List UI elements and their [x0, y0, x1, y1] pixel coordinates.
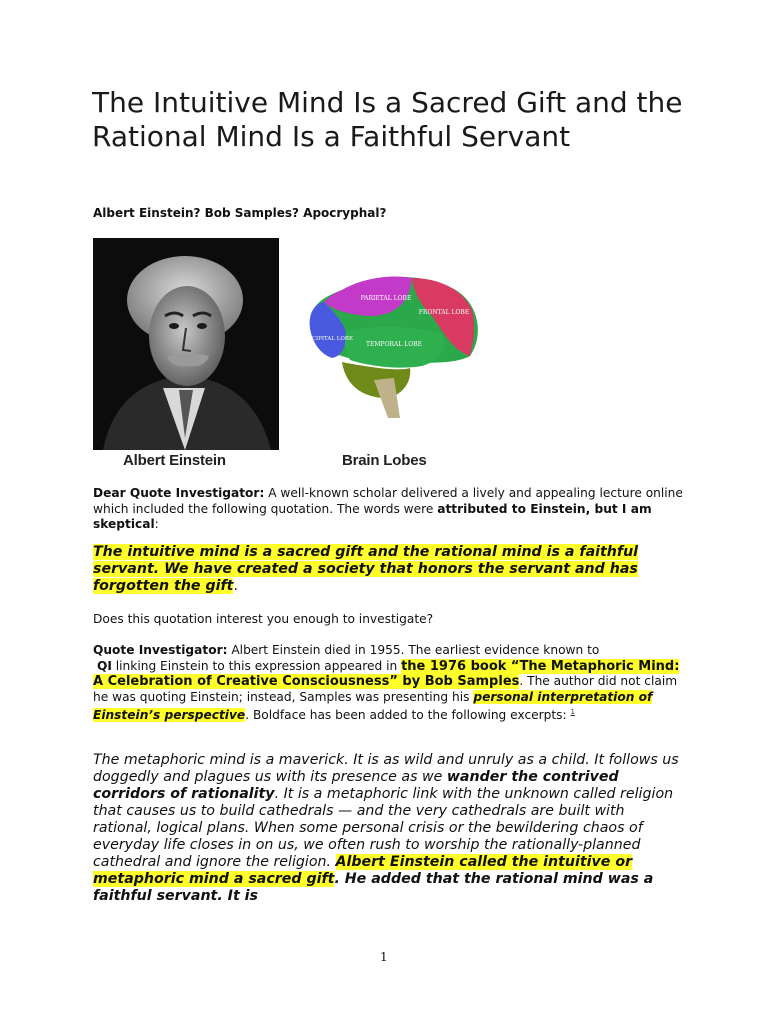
interpretation-highlight: personal interpretation of Einstein’s perspective — [93, 689, 653, 723]
lobe-label-frontal: FRONTAL LOBE — [418, 309, 470, 316]
lobe-label-occipital: OCCIPITAL LOBE — [303, 336, 353, 342]
quote-excerpt: The metaphoric mind is a maverick. It is as wild and unruly as a child. It follows us doggedly and plagues us with its presence as we wander the contrived corridors of rationality. It is a metaphoric link with the unknown called religion that causes us to build cathedrals — and the very cathedrals are built with rational, logical plans. When some personal crisis or the bewildering chaos of everyday life closes in on us, we often rush to worship the rationally-planned cathedral and ignore the religion. Albert Einstein called the intuitive or metaphoric mind a sacred gift. He added that the rational mind was a faithful servant. It is — [93, 752, 679, 904]
paragraph-qi-answer: Quote Investigator: Albert Einstein died in 1955. The earliest evidence known to QI linking Einstein to this expression appeared in the 1976 book “The Metaphoric Mind: A Celebration of Creative Consciousness” by Bob Samples. The author did not claim he was quoting Einstein; instead, Samples was presenting his personal interpretation of Einstein’s perspective. Boldface has been added to the following excerpts: $^1$ — [93, 643, 680, 723]
lobe-label-parietal: PARIETAL LOBE — [360, 295, 412, 302]
einstein-sacred-gift-highlight: Albert Einstein called the intuitive or metaphoric mind a sacred gift — [93, 854, 633, 887]
caption-albert-einstein: Albert Einstein — [123, 452, 226, 469]
paragraph-question: Does this quotation interest you enough to investigate? — [93, 612, 434, 626]
caption-brain-lobes: Brain Lobes — [342, 452, 427, 469]
footnote-link[interactable]: 1 — [570, 708, 575, 716]
paragraph-dear-qi: Dear Quote Investigator: A well-known scholar delivered a lively and appealing lecture online which included the following quotation. The words were attributed to Einstein, but I am skeptical: — [93, 486, 683, 531]
lobe-label-temporal: TEMPORAL LOBE — [366, 341, 422, 348]
book-title-highlight: the 1976 book “The Metaphoric Mind: A Celebration of Creative Consciousness” by Bob Samples — [93, 658, 680, 689]
label-qi: Quote Investigator: — [93, 643, 228, 657]
quote-highlighted: The intuitive mind is a sacred gift and the rational mind is a faithful servant. We have created a society that honors the servant and has forgotten the gift. — [93, 544, 639, 594]
brain-lobes-illustration — [302, 270, 487, 420]
page-number: 1 — [380, 950, 388, 964]
label-dear-qi: Dear Quote Investigator: — [93, 486, 265, 500]
einstein-photo — [93, 238, 279, 450]
subtitle: Albert Einstein? Bob Samples? Apocryphal? — [93, 206, 387, 220]
page-title: The Intuitive Mind Is a Sacred Gift and the Rational Mind Is a Faithful Servant — [92, 86, 683, 153]
